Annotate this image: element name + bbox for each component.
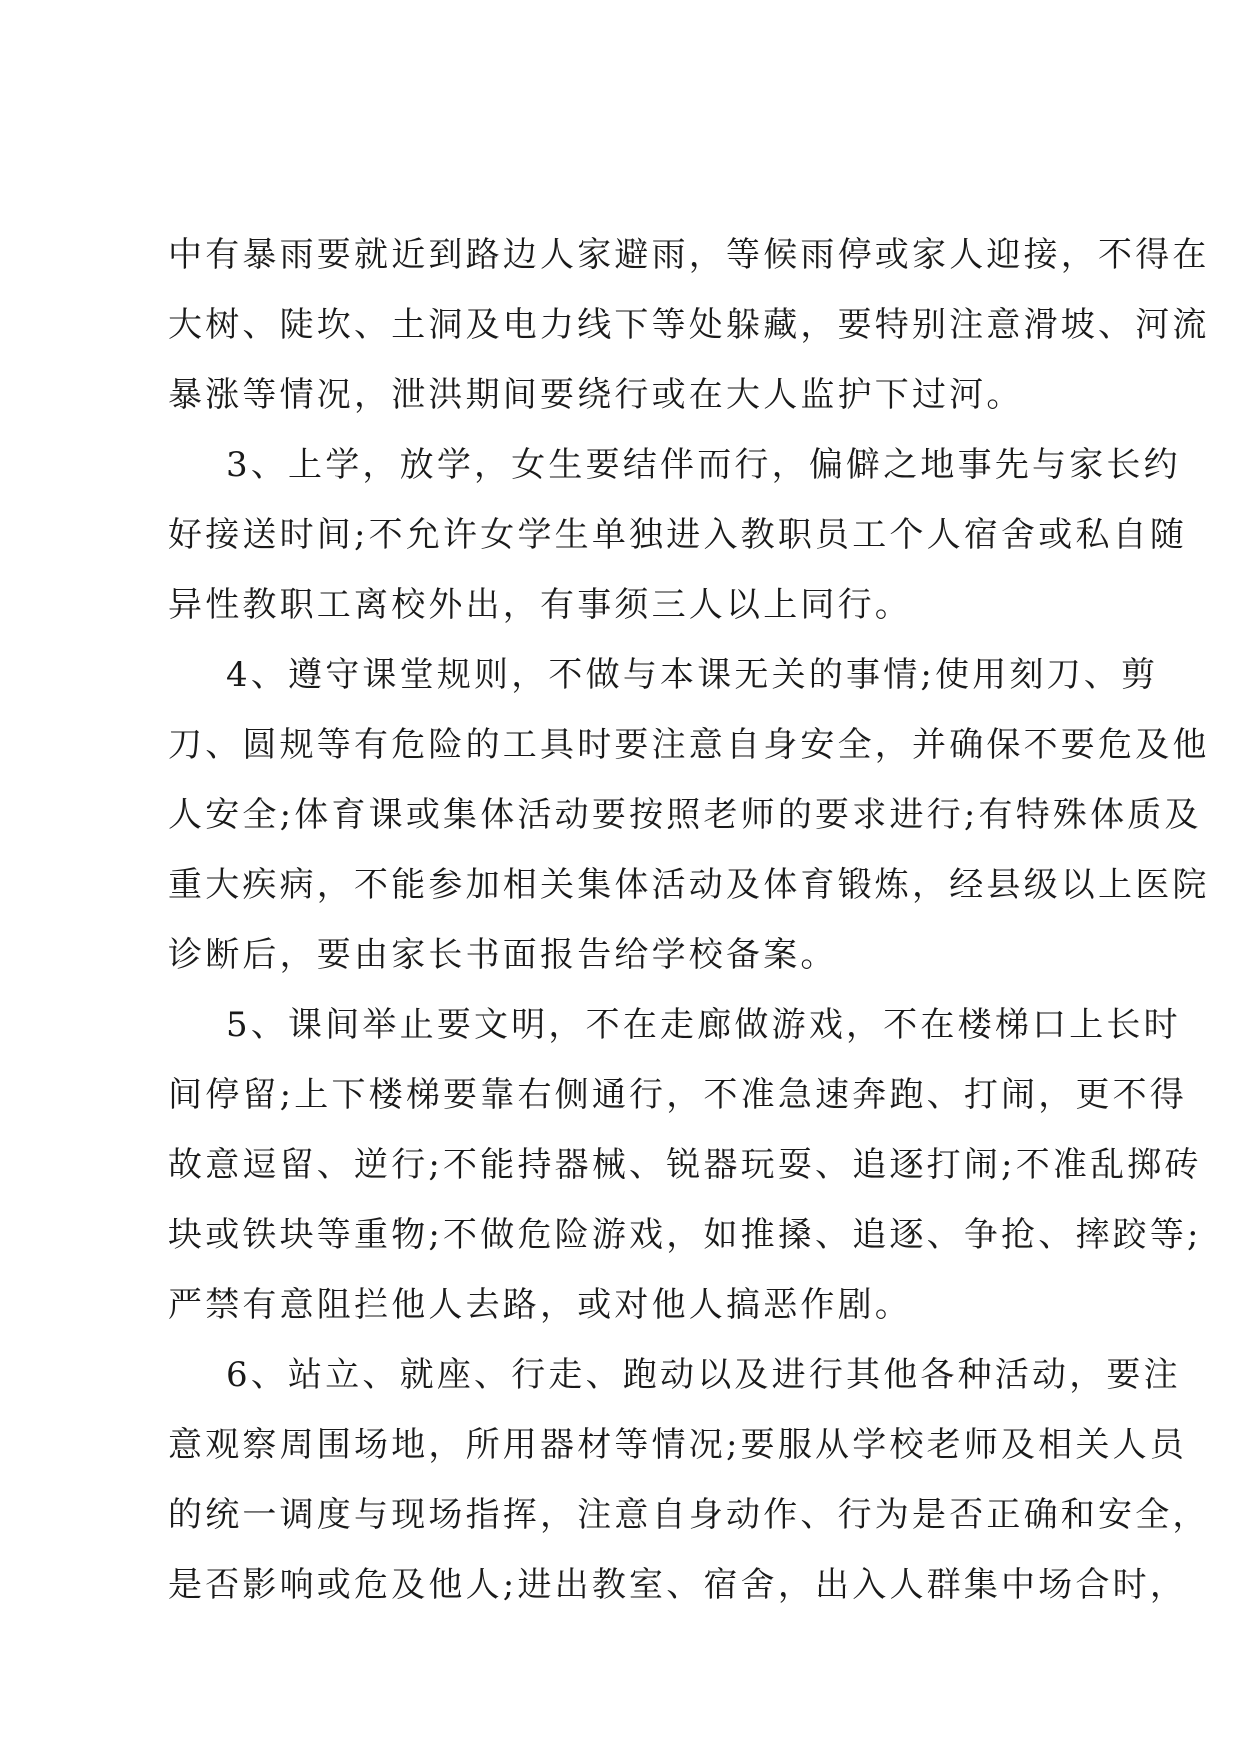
paragraph-5-start: 5、课间举止要文明，不在走廊做游戏，不在楼梯口上长时 bbox=[226, 1005, 1181, 1045]
paragraph-4-start: 4、遵守课堂规则，不做与本课无关的事情;使用刻刀、剪 bbox=[226, 655, 1159, 695]
text-line: 严禁有意阻拦他人去路，或对他人搞恶作剧。 bbox=[168, 1285, 912, 1325]
text-line: 重大疾病，不能参加相关集体活动及体育锻炼，经县级以上医院 bbox=[168, 865, 1210, 905]
text-line: 意观察周围场地，所用器材等情况;要服从学校老师及相关人员 bbox=[168, 1425, 1188, 1465]
text-line: 异性教职工离校外出，有事须三人以上同行。 bbox=[168, 585, 912, 625]
text-line: 刀、圆规等有危险的工具时要注意自身安全，并确保不要危及他 bbox=[168, 725, 1210, 765]
paragraph-6-start: 6、站立、就座、行走、跑动以及进行其他各种活动，要注 bbox=[226, 1355, 1181, 1395]
text-line: 大树、陡坎、土洞及电力线下等处躲藏，要特别注意滑坡、河流 bbox=[168, 305, 1210, 345]
text-line: 中有暴雨要就近到路边人家避雨，等候雨停或家人迎接，不得在 bbox=[168, 235, 1210, 275]
text-line: 暴涨等情况，泄洪期间要绕行或在大人监护下过河。 bbox=[168, 375, 1024, 415]
text-line: 人安全;体育课或集体活动要按照老师的要求进行;有特殊体质及 bbox=[168, 795, 1202, 835]
text-line: 块或铁块等重物;不做危险游戏，如推搡、追逐、争抢、摔跤等; bbox=[168, 1215, 1202, 1255]
document-body bbox=[168, 220, 1210, 1620]
text-line: 好接送时间;不允许女学生单独进入教职员工个人宿舍或私自随 bbox=[168, 515, 1188, 555]
text-line: 是否影响或危及他人;进出教室、宿舍，出入人群集中场合时， bbox=[168, 1565, 1188, 1605]
text-line: 诊断后，要由家长书面报告给学校备案。 bbox=[168, 935, 838, 975]
paragraph-3-start: 3、上学，放学，女生要结伴而行，偏僻之地事先与家长约 bbox=[226, 445, 1181, 485]
text-line: 故意逗留、逆行;不能持器械、锐器玩耍、追逐打闹;不准乱掷砖 bbox=[168, 1145, 1202, 1185]
text-line: 的统一调度与现场指挥，注意自身动作、行为是否正确和安全， bbox=[168, 1495, 1210, 1535]
text-line: 间停留;上下楼梯要靠右侧通行，不准急速奔跑、打闹，更不得 bbox=[168, 1075, 1188, 1115]
